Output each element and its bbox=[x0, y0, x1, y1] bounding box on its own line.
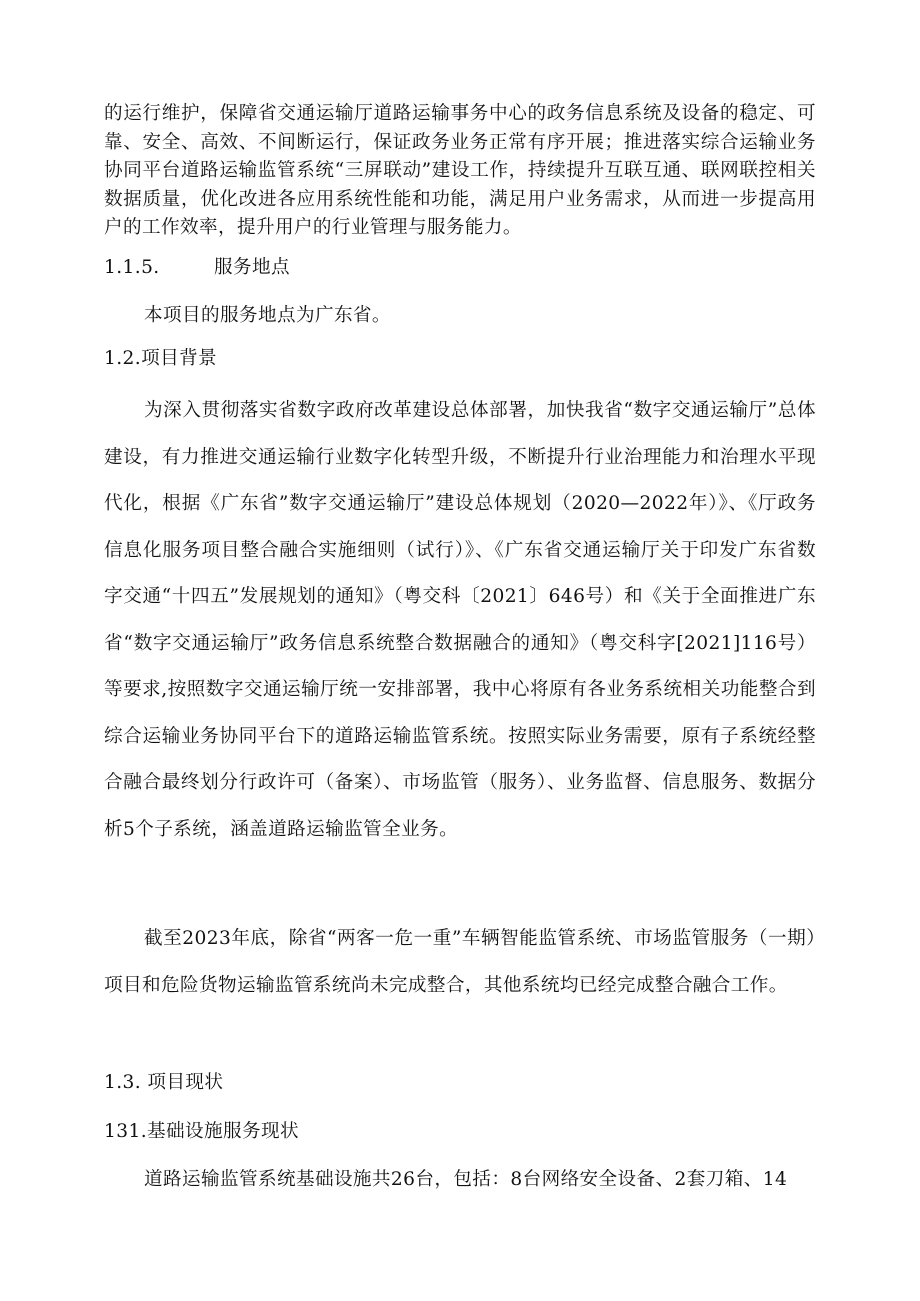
infrastructure-paragraph: 道路运输监管系统基础设施共26台，包括：8台网络安全设备、2套刀箱、14 bbox=[144, 1169, 788, 1190]
section-heading-1-1-5 bbox=[104, 256, 290, 280]
background-paragraph-2: 截至2023年底，除省“两客一危一重”车辆智能监管系统、市场监管服务（一期）项目和危险货物运输监管系统尚未完成整合，其他系统均已经完成整合融合工作。 bbox=[104, 928, 816, 996]
section-number: 1.1.5. bbox=[104, 257, 160, 278]
section-title: 服务地点 bbox=[214, 257, 290, 278]
section-heading-1-3: 1.3. 项目现状 bbox=[104, 1072, 224, 1093]
section-heading-1-2: 1.2.项目背景 bbox=[104, 348, 218, 369]
background-paragraph-1: 为深入贯彻落实省数字政府改革建设总体部署，加快我省“数字交通运输厅”总体建设，有力推进交通运输行业数字化转型升级，不断提升行业治理能力和治理水平现代化，根据《广东省”数字交通运输厅”建设总体规划（2020—2022年）》、《厅政务信息化服务项目整合融合实施细则（试行）》、《广东省交通运输厅关于印发广东省数字交通“十四五”发展规划的通知》（粤交科〔2021〕646号）和《关于全面推进广东省“数字交通运输厅”政务信息系统整合数据融合的通知》（粤交科字[2021]116号）等要求,按照数字交通运输厅统一安排部署，我中心将原有各业务系统相关功能整合到综合运输业务协同平台下的道路运输监管系统。按照实际业务需要，原有子系统经整合融合最终划分行政许可（备案）、市场监管（服务）、业务监督、信息服务、数据分析5个子系统，涵盖道路运输监管全业务。 bbox=[104, 400, 816, 840]
intro-paragraph: 的运行维护，保障省交通运输厅道路运输事务中心的政务信息系统及设备的稳定、可靠、安全、高效、不间断运行，保证政务业务正常有序开展；推进落实综合运输业务协同平台道路运输监管系统“三屏联动”建设工作，持续提升互联互通、联网联控相关数据质量，优化改进各应用系统性能和功能，满足用户业务需求，从而进一步提高用户的工作效率，提升用户的行业管理与服务能力。 bbox=[104, 103, 816, 238]
section-heading-1-3-1: 131.基础设施服务现状 bbox=[104, 1121, 299, 1142]
service-place-paragraph: 本项目的服务地点为广东省。 bbox=[144, 305, 391, 326]
